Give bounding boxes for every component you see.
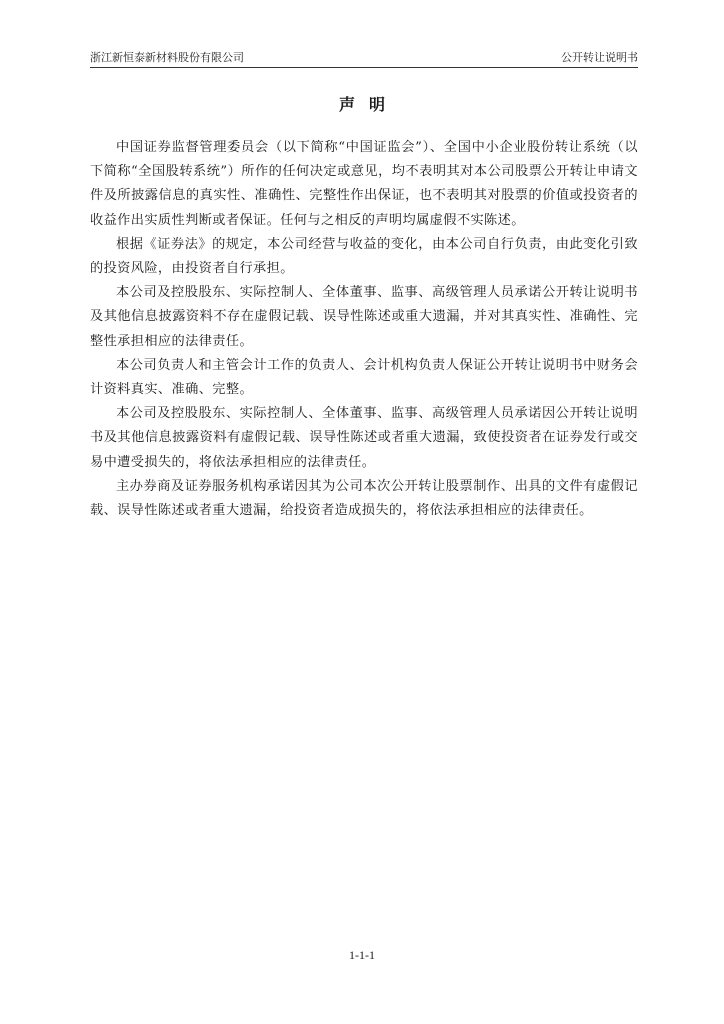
- page-title: 声明: [338, 95, 399, 114]
- header-document-type: 公开转让说明书: [561, 51, 638, 64]
- paragraph-broker-commitment: 主办券商及证券服务机构承诺因其为公司本次公开转让股票制作、出具的文件有虚假记载、误导性陈述或者重大遗漏，给投资者造成损失的，将依法承担相应的法律责任。: [90, 478, 638, 519]
- paragraph-csrc-disclaimer: 中国证券监督管理委员会（以下简称“中国证监会”）、全国中小企业股份转让系统（以下简称“全国股转系统”）所作的任何决定或意见，均不表明其对本公司股票公开转让申请文件及所披露信息的真实性、准确性、完整性作出保证，也不表明其对股票的价值或投资者的收益作出实质性判断或者保证。任何与之相反的声明均属虚假不实陈述。: [90, 140, 638, 228]
- statement-body: [90, 136, 638, 523]
- paragraph-investment-risk: 根据《证券法》的规定，本公司经营与收益的变化，由本公司自行负责，由此变化引致的投资风险，由投资者自行承担。: [90, 236, 638, 277]
- paragraph-liability-commitment: 本公司及控股股东、实际控制人、全体董事、监事、高级管理人员承诺因公开转让说明书及其他信息披露资料有虚假记载、误导性陈述或者重大遗漏，致使投资者在证券发行或交易中遭受损失的，将依法承担相应的法律责任。: [90, 406, 638, 470]
- paragraph-financial-guarantee: 本公司负责人和主管会计工作的负责人、会计机构负责人保证公开转让说明书中财务会计资料真实、准确、完整。: [90, 357, 638, 398]
- page-header: [90, 50, 638, 68]
- header-company-name: 浙江新恒泰新材料股份有限公司: [90, 51, 244, 64]
- page-number: 1-1-1: [349, 948, 375, 962]
- paragraph-disclosure-commitment: 本公司及控股股东、实际控制人、全体董事、监事、高级管理人员承诺公开转让说明书及其他信息披露资料不存在虚假记载、误导性陈述或重大遗漏，并对其真实性、准确性、完整性承担相应的法律责任。: [90, 285, 638, 349]
